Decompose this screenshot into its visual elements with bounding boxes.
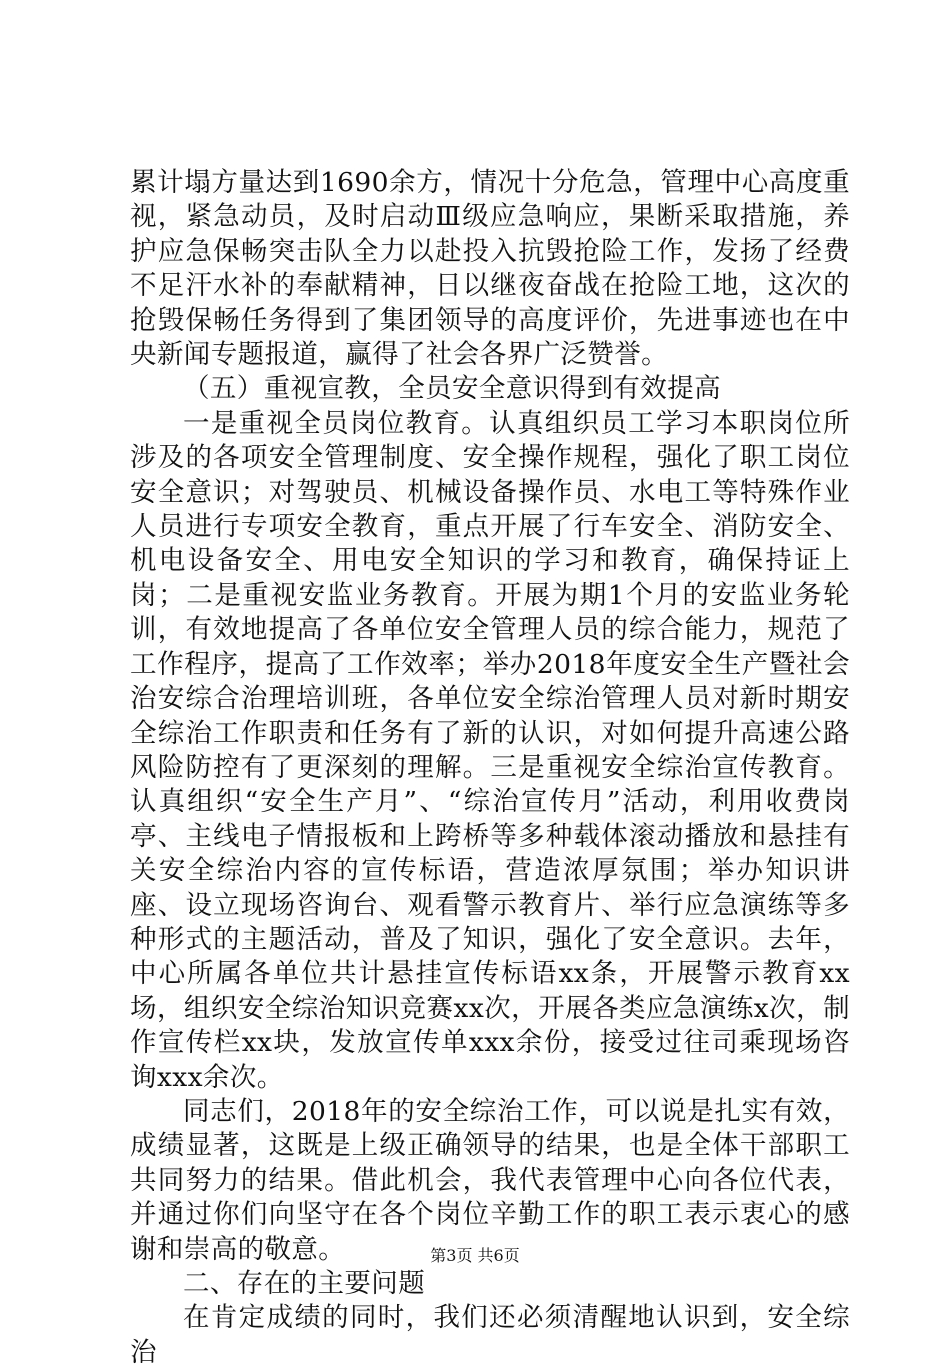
paragraph-problems: 在肯定成绩的同时，我们还必须清醒地认识到，安全综治 bbox=[130, 1302, 850, 1368]
page-footer: 第3页 共6页 bbox=[430, 1246, 520, 1265]
body-text bbox=[130, 166, 850, 1370]
section-heading-five: （五）重视宣教，全员安全意识得到有效提高 bbox=[183, 373, 721, 405]
paragraph-education: 一是重视全员岗位教育。认真组织员工学习本职岗位所涉及的各项安全管理制度、安全操作规程，强化了职工岗位安全意识；对驾驶员、机械设备操作员、水电工等特殊作业人员进行专项安全教育，重点开展了行车安全、消防安全、机电设备安全、用电安全知识的学习和教育，确保持证上岗；二是重视安监业务教育。开展为期1个月的安监业务轮训，有效地提高了各单位安全管理人员的综合能力，规范了工作程序，提高了工作效率；举办2018年度安全生产暨社会治安综合治理培训班，各单位安全综治管理人员对新时期安全综治工作职责和任务有了新的认识，对如何提升高速公路风险防控有了更深刻的理解。三是重视安全综治宣传教育。认真组织“安全生产月”、“综治宣传月”活动，利用收费岗亭、主线电子情报板和上跨桥等多种载体滚动播放和悬挂有关安全综治内容的宣传标语，营造浓厚氛围；举办知识讲座、设立现场咨询台、观看警示教育片、举行应急演练等多种形式的主题活动，普及了知识，强化了安全意识。去年，中心所属各单位共计悬挂宣传标语xx条，开展警示教育xx场，组织安全综治知识竞赛xx次，开展各类应急演练x次，制作宣传栏xx块，发放宣传单xxx余份，接受过往司乘现场咨询xxx余次。 bbox=[130, 407, 850, 1093]
paragraph-summary: 同志们，2018年的安全综治工作，可以说是扎实有效，成绩显著，这既是上级正确领导的结果，也是全体干部职工共同努力的结果。借此机会，我代表管理中心向各位代表，并通过你们向坚守在各个岗位辛勤工作的职工表示衷心的感谢和崇高的敬意。 bbox=[130, 1095, 850, 1265]
paragraph-1: 累计塌方量达到1690余方，情况十分危急，管理中心高度重视，紧急动员，及时启动Ⅲ级应急响应，果断采取措施，养护应急保畅突击队全力以赴投入抗毁抢险工作，发扬了经费不足汗水补的奉献精神，日以继夜奋战在抢险工地，这次的抢毁保畅任务得到了集团领导的高度评价，先进事迹也在中央新闻专题报道，赢得了社会各界广泛赞誉。 bbox=[130, 167, 850, 371]
section-heading-two: 二、存在的主要问题 bbox=[183, 1268, 426, 1299]
